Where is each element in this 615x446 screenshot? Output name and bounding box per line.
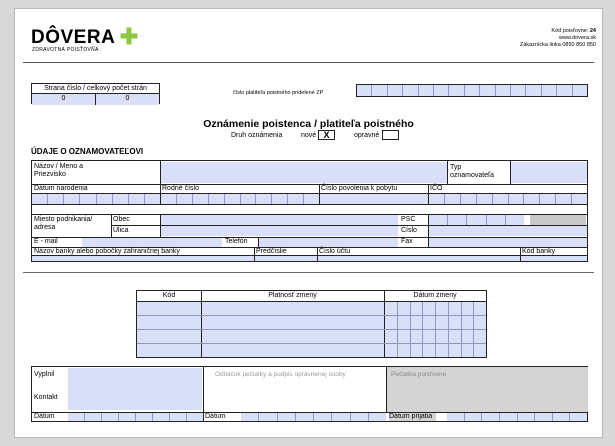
col-date-header: Dátum zmeny (413, 292, 457, 299)
logo-text: DÔVERA (31, 27, 116, 48)
notifier-type-field[interactable] (511, 162, 587, 183)
bank-name-label: Názov banky alebo pobočky zahraničnej banky (34, 248, 180, 255)
plus-icon: ✚ (119, 24, 139, 49)
footer-block (31, 366, 588, 422)
account-field[interactable] (318, 256, 520, 261)
email-label: E - mail (34, 238, 58, 245)
address-label: Miesto podnikania/ adresa (34, 216, 93, 231)
phone-label: Telefón (225, 238, 248, 245)
insurer-info (520, 28, 596, 49)
municipality-field[interactable] (161, 215, 398, 225)
notifier-type-label: Typ oznamovateľa (450, 164, 495, 179)
fax-label: Fax (401, 238, 413, 245)
table-row[interactable] (137, 316, 486, 330)
name-field[interactable] (160, 162, 447, 183)
municipality-label: Obec (113, 216, 130, 223)
prefix-field[interactable] (255, 256, 317, 261)
logo (31, 23, 138, 53)
logo-subtitle: ZDRAVOTNÁ POISŤOVŇA (32, 47, 99, 53)
postal-code-label: PSČ (401, 216, 416, 223)
bank-code-label: Kód banky (522, 248, 556, 255)
received-date-field[interactable] (447, 413, 587, 421)
table-row[interactable] (137, 330, 486, 344)
date-field[interactable] (68, 413, 203, 421)
date-label: Dátum (34, 413, 55, 420)
header (15, 9, 602, 65)
page-counter (31, 83, 160, 104)
table-row[interactable] (137, 344, 486, 357)
bank-name-field[interactable] (32, 256, 254, 261)
corrected-checkbox[interactable] (382, 130, 399, 140)
changes-table (136, 290, 487, 358)
stamp-label: Pečiatka poisťovne (391, 371, 447, 378)
prefix-label: Predčíslie (256, 248, 287, 255)
fax-field[interactable] (429, 238, 587, 247)
received-date-label: Dátum prijatia (389, 413, 436, 421)
country-code-field[interactable] (530, 215, 586, 225)
birth-date-label: Dátum narodenia (34, 185, 88, 192)
date2-field[interactable] (241, 413, 386, 421)
residence-permit-field[interactable] (320, 194, 428, 204)
bank-code-field[interactable] (521, 256, 587, 261)
col-validity-header: Platnosť zmeny (268, 292, 317, 299)
page-counter-label: Strana číslo / celkový počet strán (44, 85, 147, 92)
payer-number-field[interactable] (356, 84, 588, 97)
website-link[interactable]: www.dovera.sk (559, 35, 596, 41)
section-heading: ÚDAJE O OZNAMOVATEĽOVI (31, 147, 144, 156)
corrected-option-label: opravné (354, 132, 380, 139)
account-label: Číslo účtu (319, 248, 351, 255)
street-label: Ulica (113, 227, 129, 234)
postal-code-field[interactable] (429, 215, 524, 225)
contact-label: Kontakt (34, 394, 58, 401)
date2-label: Dátum (205, 413, 226, 420)
birth-number-label: Rodné číslo (162, 185, 199, 192)
contact-field[interactable] (68, 400, 202, 410)
table-row[interactable] (137, 302, 486, 316)
phone-field[interactable] (259, 238, 398, 247)
form-title: Oznámenie poistenca / platiteľa poistného (203, 118, 414, 130)
filled-by-field[interactable] (68, 368, 202, 400)
col-code-header: Kód (162, 292, 176, 299)
form-sheet (14, 8, 603, 438)
filled-by-label: Vyplnil (34, 371, 55, 378)
birth-date-field[interactable] (32, 194, 160, 204)
payer-number-label: číslo platiteľa poistného pridelené ZP (233, 90, 324, 96)
ico-field[interactable] (429, 194, 587, 204)
notice-type-label: Druh oznámenia (231, 132, 283, 139)
current-page-field[interactable]: 0 (32, 94, 96, 105)
new-option-label: nové (301, 132, 317, 139)
new-checkbox[interactable]: X (318, 130, 335, 140)
total-pages-field[interactable]: 0 (96, 94, 159, 105)
number-label: Číslo (401, 227, 417, 234)
ico-label: IČO (430, 185, 443, 192)
code-label: Kód poisťovne: (551, 28, 589, 34)
street-field[interactable] (161, 226, 398, 236)
notifier-grid (31, 160, 588, 262)
code-value: 24 (589, 28, 596, 34)
number-field[interactable] (429, 226, 587, 236)
signature-label: Odtlačok pečiatky a podpis oprávnenej osoby (215, 371, 346, 378)
name-label: Názov / Meno a Priezvisko (34, 163, 84, 178)
residence-permit-label: Číslo povolenia k pobytu (321, 185, 398, 192)
birth-number-field[interactable] (161, 194, 319, 204)
email-field[interactable] (82, 238, 222, 247)
hotline: Zákaznícka linka 0850 850 850 (519, 42, 596, 48)
